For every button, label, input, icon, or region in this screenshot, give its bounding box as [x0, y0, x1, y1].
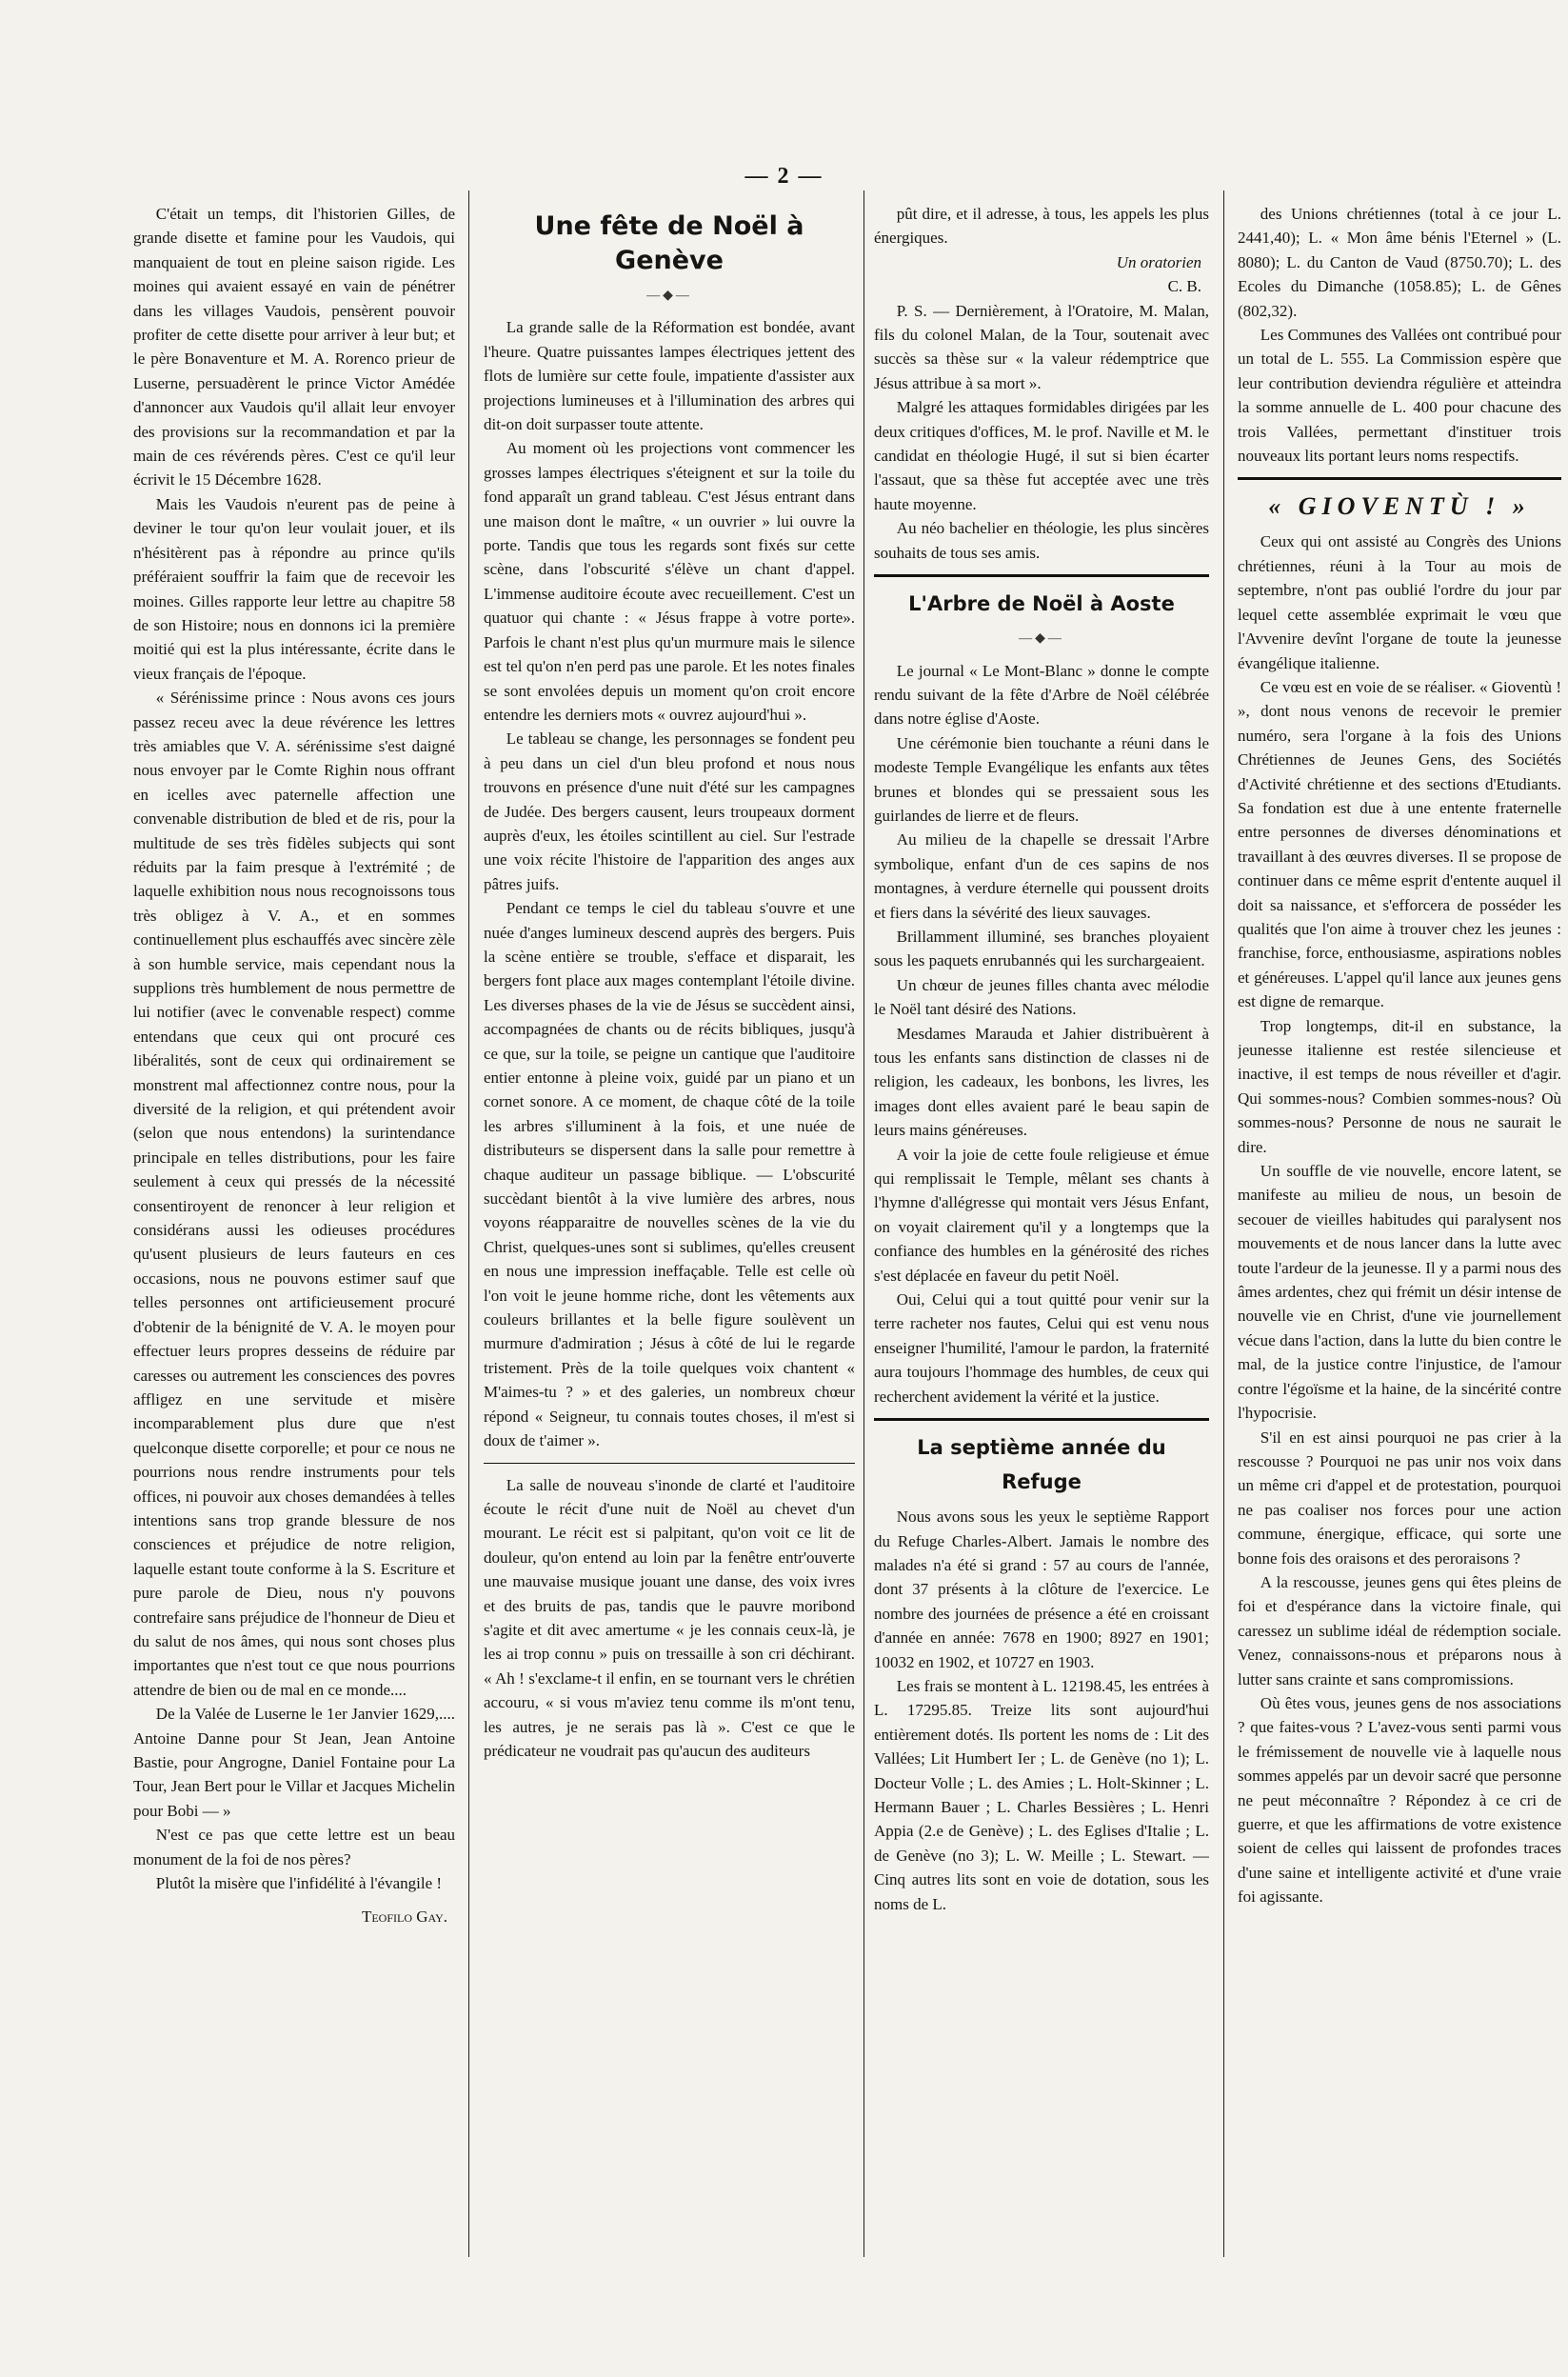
paragraph: Le journal « Le Mont-Blanc » donne le compte rendu suivant de la fête d'Arbre de Noël célébrée dans notre église d'Aoste. [874, 661, 1209, 729]
paragraph: Une cérémonie bien touchante a réuni dans le modeste Temple Evangélique les enfants aux têtes brunes et blondes qui se pressaient sous les guirlandes de lierre et de fleurs. [874, 733, 1209, 825]
article-title-arbre-aoste: L'Arbre de Noël à Aoste [908, 592, 1175, 616]
paragraph: La grande salle de la Réformation est bondée, avant l'heure. Quatre puissantes lampes électriques jettent des flots de lumière sur cette foule, impatiente d'assister aux projections lumineuses et à l'illumination des arbres qui dit-on doit surpasser toute attente. [484, 318, 855, 434]
paragraph: Un souffle de vie nouvelle, encore latent, se manifeste au milieu de nous, un besoin de secouer de vieilles habitudes qui paralysent nos mouvements et de nous lancer dans la lutte avec toute l'ardeur de la jeunesse. Il y a parmi nous des âmes ardentes, chez qui frémit un désir intense de nouvelle vie en Christ, d'une vie journellement vécue dans l'action, dans la lutte du bien contre le mal, de la justice contre l'injustice, de l'amour contre l'égoïsme et la haine, de la sincérité contre l'hypocrisie. [1238, 1162, 1561, 1423]
paragraph: Ce vœu est en voie de se réaliser. « Gioventù ! », dont nous venons de recevoir le premier numéro, sera l'organe à la fois des Unions Chrétiennes de Jeunes Gens, des Sociétés d'Activité chrétienne et des sections d'Etudiants. Sa fondation est due à une entente fraternelle entre personnes de diverses dénominations et travaillant à des œuvres diverses. Il se propose de continuer dans ce même esprit d'entente auquel il doit sa naissance, et s'efforcera de posséder les qualités que l'on aime à trouver chez les jeunes : franchise, force, enthousiasme, aspirations nobles et généreuses. L'appel qu'il lance aux jeunes gens est digne de remarque. [1238, 677, 1561, 1011]
paragraph: Oui, Celui qui a tout quitté pour venir sur la terre racheter nos fautes, Celui qui est venu nous enseigner l'humilité, l'amour le pardon, la fraternité aura toujours l'hommage des humbles, de ceux qui recherchent avidement la vérité et la justice. [874, 1290, 1209, 1406]
paragraph: Pendant ce temps le ciel du tableau s'ouvre et une nuée d'anges lumineux descend auprès des bergers. Puis la scène entière se trouble, s'efface et disparait, les bergers font place aux mages contemplant l'étoile divine. Les diverses phases de la vie de Jésus se succèdent ainsi, accompagnées de chants ou de récits bibliques, jusqu'à ce que, sur la toile, se peigne un cantique que l'auditoire entier entonne à pleine voix, guidé par un piano et un cornet sonore. A ce moment, de chaque côté de la toile les arbres s'illuminent à la fois, et une nuée de distributeurs se dispersent dans la salle pour remettre à chaque auditeur un passage biblique. — L'obscurité succèdant bientôt à la vive lumière des arbres, nous voyons réapparaitre de nouvelles scènes de la vie du Christ, quelques-unes sont si sublimes, qu'elles creusent en nous une impression ineffaçable. Telle est celle où l'on voit le jeune homme riche, dont les vêtements aux couleurs brillantes et la belle figure soulèvent un murmure d'admiration ; Jésus à côté de lui le regarde tristement. Près de la toile quelques voix chantent « M'aimes-tu ? » et des galeries, un nombreux chœur répond « Seigneur, tu connais toutes choses, il m'est si doux de t'aimer ». [484, 899, 855, 1450]
column-2 [484, 202, 855, 2249]
divider [484, 1463, 855, 1464]
paragraph: Les Communes des Vallées ont contribué pour un total de L. 555. La Commission espère que leur contribution deviendra régulière et atteindra la somme annuelle de L. 400 pour chacune des trois Vallées, permettant d'instituer trois nouveaux lits portant leurs noms respectifs. [1238, 326, 1561, 466]
paragraph: S'il en est ainsi pourquoi ne pas crier à la rescousse ? Pourquoi ne pas unir nos voix dans un même cri d'appel et de protestation, pourquoi ne pas coaliser nos forces pour une action commune, énergique, efficace, qui sorte une bonne fois des oraisons et des peroraisons ? [1238, 1428, 1561, 1568]
page-number: — 2 — [744, 164, 824, 189]
column-rule [468, 190, 469, 2257]
paragraph: pût dire, et il adresse, à tous, les appels les plus énergiques. [874, 205, 1209, 248]
article-title-gioventu: « GIOVENTÙ ! » [1268, 492, 1531, 521]
paragraph: C'était un temps, dit l'historien Gilles, de grande disette et famine pour les Vaudois, qui manquaient de tout en pleine saison rigide. Les moines qui avaient essayé en vain de pénétrer dans les villages Vaudois, pensèrent pouvoir profiter de cette disette pour arriver à leur but; et le père Bonaventure et M. A. Rorenco prieur de Luserne, persuadèrent le prince Victor Amédée d'annoncer aux Vaudois qu'il allait leur envoyer des provisions sur la recommandation et par la main de ces révérends pères. C'est ce qu'il leur écrivit le 15 Décembre 1628. [133, 205, 455, 489]
ornament: —◆— [1019, 631, 1064, 647]
paragraph: « Sérénissime prince : Nous avons ces jours passez receu avec la deue révérence les lettres très amiables que V. A. sérénissime s'est daigné nous envoyer par le Comte Righin nous offrant en icelles avec paternelle affection une convenable distribution de bled et de ris, pour la multitude de ses très fidèles subjects qui sont réduits par la faim presque à l'extrémité ; de laquelle exhibition nous nous recognoissons tous très obligez à V. A., et en sommes continuellement plus eschauffés avec sincère zèle à son humble service, mais cependant nous la supplions très humblement de nous permettre de lui notifier (avec le convenable respect) comme entendans que ceux qui ont procuré ces libéralités, sont de ceux qui ordinairement se monstrent mal affectionnez contre nous, pour la diversité de la religion, et qui prétendent avoir (selon que nous entendons) la surintendance principale en telles distributions, pour les faire seulement à ceux qui pressés de la nécessité consentiroyent de renoncer à leur religion et considérans aussi les odieuses procédures qu'usent plusieurs de leurs fauteurs en ces occasions, nous ne pouvons estimer sauf que telles personnes ont artificieusement procuré d'obtenir de la bénignité de V. A. le moyen pour effectuer leurs propres desseins de réduire par caresses ou autrement les consciences des povres affligez en une servitude et misère incomparablement plus dure que n'est quelconque disette corporelle; et pour ce nous ne pourrions nous rendre instruments pour tels offices, ni pouvoir aux choses demandées à telles intentions sans trop grande blessure de nos consciences et préjudice de notre religion, laquelle estant toute conforme à la S. Escriture et pure parole de Dieu, nous n'y pouvons contrefaire sans préjudice de l'honneur de Dieu et du salut de nos âmes, qui nous sont choses plus importantes que n'est tout ce que nous pourrions attendre de bien ou de mal en ce monde.... [133, 689, 455, 1699]
article-title-refuge: La septième année du Refuge [917, 1436, 1166, 1494]
divider [874, 1418, 1209, 1421]
divider [874, 574, 1209, 577]
paragraph: Au milieu de la chapelle se dressait l'Arbre symbolique, enfant d'un de ces sapins de nos montagnes, à verdure éternelle qui poussent droits et fiers dans la sévérité des lieux sauvages. [874, 830, 1209, 922]
paragraph: Trop longtemps, dit-il en substance, la jeunesse italienne est restée silencieuse et inactive, il est temps de nous réveiller et d'agir. Qui sommes-nous? Combien sommes-nous? Où sommes-nous? Personne de nous ne saurait le dire. [1238, 1016, 1561, 1156]
paragraph: Nous avons sous les yeux le septième Rapport du Refuge Charles-Albert. Jamais le nombre des malades n'a été si grand : 57 au cours de l'année, dont 37 présents à la clôture de l'exercice. Le nombre des journées de présence a été en croissant d'année en année: 7678 en 1900; 8927 en 1901; 10032 en 1902, et 10727 en 1903. [874, 1508, 1209, 1671]
paragraph: Au moment où les projections vont commencer les grosses lampes électriques s'éteignent et sur la toile du fond apparaît un grand tableau. C'est Jésus entrant dans une maison dont le maître, « un ouvrier » lui ouvre la porte. Tandis que tous les regards sont fixés sur cette scène, dans l'obscurité s'élève un chant d'appel. L'immense auditoire écoute avec recueillement. C'est un quatuor qui chante : « Jésus frappe à votre porte». Parfois le chant n'est plus qu'un murmure mais le silence est tel qu'on n'en perd pas une parole. Et les notes finales se sont envolées depuis un moment qu'on croit encore entendre les derniers mots « ouvrez aujourd'hui ». [484, 439, 855, 724]
paragraph: N'est ce pas que cette lettre est un beau monument de la foi de nos pères? [133, 1826, 455, 1868]
paragraph: Mesdames Marauda et Jahier distribuèrent à tous les enfants sans distinction de classes ni de religion, les cadeaux, les bonbons, les livres, les images dont elles avaient paré le beau sapin de leurs mains généreuses. [874, 1024, 1209, 1140]
column-rule [1223, 190, 1224, 2257]
paragraph: Ceux qui ont assisté au Congrès des Unions chrétiennes, réuni à la Tour au mois de septembre, n'ont pas oublié l'ordre du jour par lequel cette assemblée exprimait le vœu que l'Avvenire devînt l'organe de toute la jeunesse évangélique italienne. [1238, 532, 1561, 672]
signature: Un oratorien [1116, 252, 1201, 271]
paragraph: Malgré les attaques formidables dirigées par les deux critiques d'offices, M. le prof. Naville et M. le candidat en théologie Hugé, il sut si bien écarter l'assaut, que sa thèse fut acceptée avec une très haute moyenne. [874, 398, 1209, 513]
paragraph: Le tableau se change, les personnages se fondent peu à peu dans un ciel d'un bleu profond et nous nous trouvons en présence d'une nuit d'été sur les campagnes de Judée. Des bergers causent, leurs troupeaux dorment auprès d'eux, les étoiles scintillent au ciel. Sur l'estrade une voix récite l'histoire de l'apparition des anges aux pâtres juifs. [484, 729, 855, 893]
paragraph: Où êtes vous, jeunes gens de nos associations ? que faites-vous ? L'avez-vous senti parmi vous le frémissement de nouvelle vie à laquelle nous sommes appelés par un devoir sacré que personne ne peut méconnaître ? Répondez à ce cri de guerre, et que les affirmations de votre existence soient de celles qui laissent de profondes traces d'une saine et intelligente activité et d'une vraie foi agissante. [1238, 1693, 1561, 1907]
article-title-noel-geneve: Une fête de Noël à Genève [534, 211, 804, 275]
paragraph: Un chœur de jeunes filles chanta avec mélodie le Noël tant désiré des Nations. [874, 975, 1209, 1019]
column-rule [863, 190, 864, 2257]
paragraph: Mais les Vaudois n'eurent pas de peine à deviner le tour qu'on leur voulait jouer, et ils n'hésitèrent pas à répondre au prince qu'ils préféraient souffrir la faim que de recevoir les moines. Gilles rapporte leur lettre au chapitre 58 de son Histoire; nous en donnons ici la première moitié qui est la plus intéressante, écrite dans le vieux français de l'époque. [133, 494, 455, 683]
paragraph: Brillamment illuminé, ses branches ployaient sous les paquets enrubannés qui les surchargeaient. [874, 927, 1209, 970]
column-3 [874, 202, 1209, 2249]
paragraph: De la Valée de Luserne le 1er Janvier 1629,.... Antoine Danne pour St Jean, Jean Antoine Bastie, pour Angrogne, Daniel Fontaine pour La Tour, Jean Bert pour le Villar et Jacques Michelin pour Bobi — » [133, 1705, 455, 1820]
paragraph: Plutôt la misère que l'infidélité à l'évangile ! [155, 1874, 443, 1893]
paragraph: P. S. — Dernièrement, à l'Oratoire, M. Malan, fils du colonel Malan, de la Tour, soutenait avec succès sa thèse sur « la valeur rédemptrice que Jésus attribue à sa mort ». [874, 301, 1209, 392]
column-1 [133, 202, 455, 2249]
paragraph: Au néo bachelier en théologie, les plus sincères souhaits de tous ses amis. [874, 519, 1209, 562]
paragraph: La salle de nouveau s'inonde de clarté et l'auditoire écoute le récit d'une nuit de Noël au chevet d'un mourant. Le récit est si palpitant, qu'on voit ce lit de douleur, qu'on entend au loin par la fenêtre entr'ouverte une mauvaise musique jouant une danse, des voix ivres et des bruits de pas, tandis que le pauvre moribond s'agite et dit avec amertume « je les connais ceux-là, je les ai trop connu » puis on tressaille à son cri déchirant. « Ah ! s'exclame-t il enfin, en se tournant vers le chrétien accouru, « si vous m'aviez tenu comme ils m'ont tenu, les autres, je ne serais pas là ». C'est ce que le prédicateur ne voudrait pas qu'aucun des auditeurs [484, 1475, 855, 1760]
signature-initials: C. B. [1167, 277, 1201, 296]
paragraph: Les frais se montent à L. 12198.45, les entrées à L. 17295.85. Treize lits sont aujourd'hui entièrement dotés. Ils portent les noms de : Lit des Vallées; Lit Humbert Ier ; L. de Genève (no 1); L. Docteur Volle ; L. des Amies ; L. Holt-Skinner ; L. Hermann Bauer ; L. Charles Bessières ; L. Henri Appia (2.e de Genève) ; L. des Eglises d'Italie ; L. de Genève (no 3); L. W. Meille ; L. Stewart. — Cinq autres lits sont en voie de dotation, sous les noms de L. [874, 1676, 1209, 1913]
column-4 [1238, 202, 1561, 2249]
ornament: —◆— [646, 289, 692, 303]
signature: Teofilo Gay. [361, 1908, 447, 1927]
paragraph: des Unions chrétiennes (total à ce jour L. 2441,40); L. « Mon âme bénis l'Eternel » (L. 8080); L. du Canton de Vaud (8750.70); L. des Ecoles du Dimanche (1058.85); L. de Gênes (802,32). [1238, 205, 1561, 320]
paragraph: A voir la joie de cette foule religieuse et émue qui remplissait le Temple, mêlant ses chants à l'hymne d'allégresse qui montait vers Jésus Enfant, on voyait clairement qu'il y a longtemps que la confiance des humbles en la générosité des riches s'est déplacée en faveur du petit Noël. [874, 1145, 1209, 1285]
divider [1238, 477, 1561, 480]
paragraph: A la rescousse, jeunes gens qui êtes pleins de foi et d'espérance dans la victoire finale, qui caressez un sublime idéal de rédemption sociale. Venez, connaissons-nous et préparons nous à lutter sans crainte et sans compromissions. [1238, 1572, 1561, 1688]
